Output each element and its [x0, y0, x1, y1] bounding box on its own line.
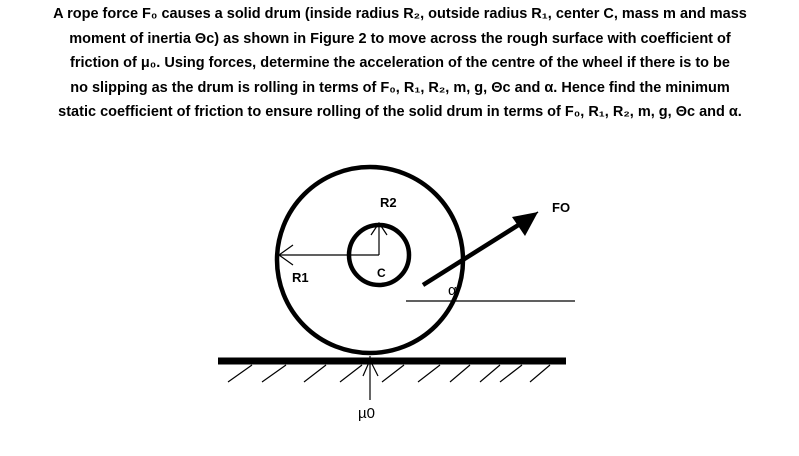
r1-radius-arrow	[279, 245, 379, 265]
angle-label: α	[448, 282, 457, 299]
force-label: FO	[552, 200, 571, 215]
problem-line-5: static coefficient of friction to ensure rolling of the solid drum in terms of F₀, R₁, R₂, m, g, Θc and α.	[58, 104, 742, 120]
r2-label: R2	[380, 195, 397, 210]
problem-line-3: friction of μ₀. Using forces, determine the acceleration of the centre of the wheel if there is to be	[70, 55, 730, 71]
friction-label: µ0	[358, 405, 375, 422]
r1-label: R1	[292, 270, 309, 285]
ground-hatching	[228, 365, 550, 382]
center-label: C	[377, 266, 386, 280]
problem-line-4: no slipping as the drum is rolling in terms of F₀, R₁, R₂, m, g, Θc and α. Hence find the minimum	[70, 79, 730, 96]
rope-force-line	[423, 224, 520, 285]
problem-line-2: moment of inertia Θc) as shown in Figure 2 to move across the rough surface with coefficient of	[69, 30, 731, 47]
problem-line-1: A rope force F₀ causes a solid drum (inside radius R₂, outside radius R₁, center C, mass m and mass	[53, 6, 747, 22]
outer-drum-circle	[277, 167, 463, 353]
